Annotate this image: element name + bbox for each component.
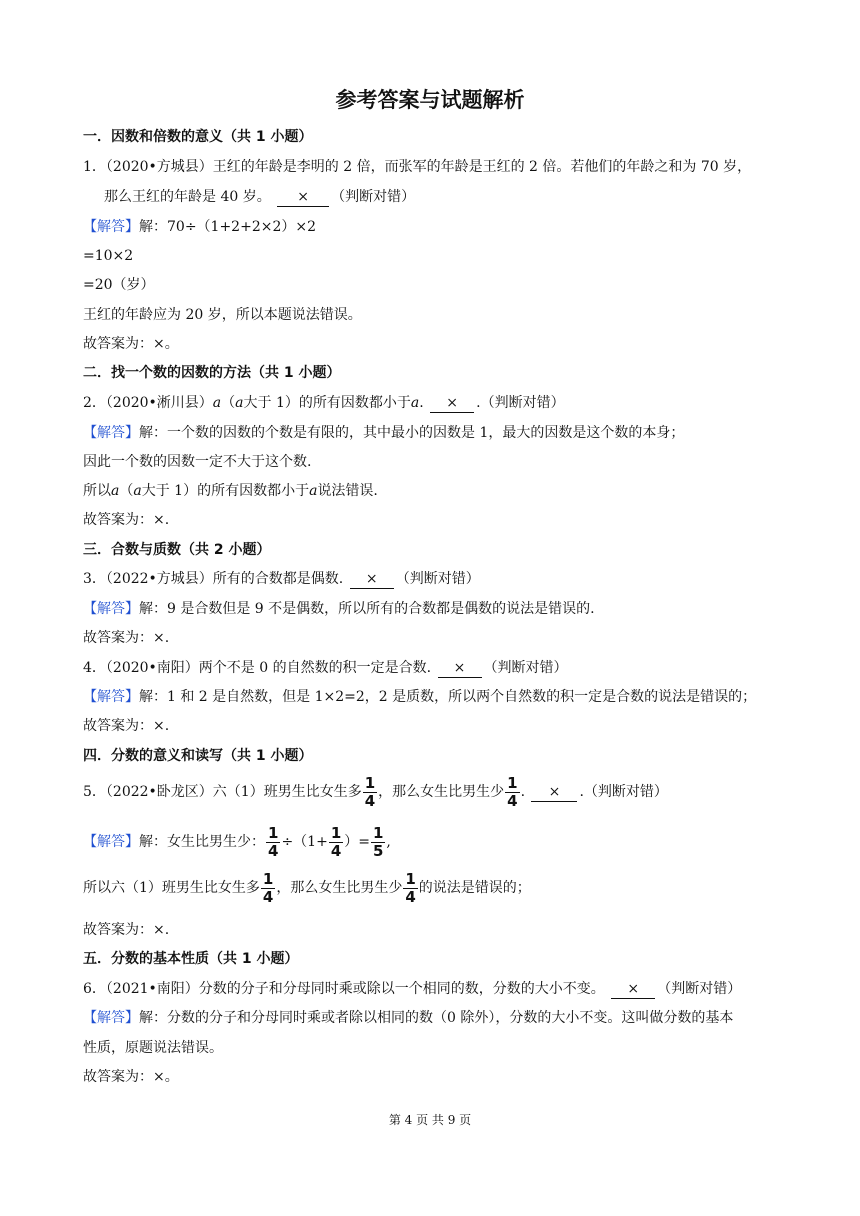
q4-stem-tail: （判断对错） <box>483 660 568 676</box>
q6-stem <box>83 979 741 999</box>
q6-solution-text: 解：分数的分子和分母同时乘或者除以相同的数（0 除外），分数的大小不变。这叫做分数的基本 <box>139 1010 734 1026</box>
fraction-denominator: 4 <box>330 841 342 860</box>
q6-stem-text: 6．（2021•南阳）分数的分子和分母同时乘或除以一个相同的数，分数的大小不变。 <box>83 981 605 997</box>
q1-solution-line4: 王红的年龄应为 20 岁，所以本题说法错误。 <box>83 307 362 323</box>
q3-stem-tail: （判断对错） <box>395 571 480 587</box>
q5-stem-part-c: . <box>520 784 526 800</box>
page-footer: 第 4 页 共 9 页 <box>388 1113 472 1127</box>
fraction-one-quarter <box>505 775 519 810</box>
fraction-numerator: 1 <box>262 869 274 888</box>
q2-var: a <box>212 395 222 411</box>
q5-sol2-part-c: 的说法是错误的； <box>418 880 531 896</box>
q5-stem <box>83 772 668 812</box>
q1-solution-line5: 故答案为：×。 <box>83 336 179 352</box>
q2-solution-line2: 因此一个数的因数一定不大于这个数. <box>83 454 312 470</box>
q2-stem-part-b: （ <box>221 395 236 411</box>
q2-sol-part-d: 说法错误. <box>317 483 378 499</box>
q5-stem-part-b: ，那么女生比男生少 <box>378 784 505 800</box>
q1-solution-line2: =10×2 <box>83 248 134 264</box>
fraction-one-fifth <box>371 825 385 860</box>
q4-stem <box>83 658 568 678</box>
q3-stem-text: 3．（2022•方城县）所有的合数都是偶数. <box>83 571 344 587</box>
q3-solution-line2: 故答案为：×. <box>83 630 170 646</box>
q5-sol2-part-b: ，那么女生比男生少 <box>276 880 403 896</box>
q5-sol2-part-a: 所以六（1）班男生比女生多 <box>83 880 260 896</box>
fraction-denominator: 4 <box>405 887 416 906</box>
fraction-one-quarter <box>329 825 343 860</box>
fraction-one-quarter <box>266 825 280 860</box>
section-heading-2: 二．找一个数的因数的方法（共 1 小题） <box>83 365 341 381</box>
fraction-denominator: 4 <box>507 791 518 810</box>
q1-solution-line1 <box>83 217 316 237</box>
fraction-denominator: 5 <box>372 841 384 860</box>
fraction-one-quarter <box>363 775 377 810</box>
q2-sol-var: a <box>133 483 142 499</box>
q2-solution-text: 解：一个数的因数的个数是有限的，其中最小的因数是 1，最大的因数是这个数的本身； <box>139 425 685 441</box>
q6-solution-line1 <box>83 1008 733 1028</box>
q5-sol-part-a: 解：女生比男生少： <box>139 834 265 850</box>
q4-answer-tag: 【解答】 <box>83 689 139 705</box>
q3-answer-blank: × <box>350 570 394 589</box>
q1-solution-text: 解：70÷（1+2+2×2）×2 <box>139 219 317 235</box>
q5-solution-line1 <box>83 822 391 862</box>
q1-stem-text: 那么王红的年龄是 40 岁。 <box>104 189 271 205</box>
q5-sol-part-c: ）= <box>344 834 370 850</box>
q4-answer-blank: × <box>438 659 482 678</box>
q6-stem-tail: （判断对错） <box>657 981 742 997</box>
q3-stem <box>83 569 480 589</box>
q1-stem-line1: 1．（2020•方城县）王红的年龄是李明的 2 倍，而张军的年龄是王红的 2 倍。若他们的年龄之和为 70 岁， <box>83 159 752 175</box>
q2-var: a <box>410 395 420 411</box>
q5-solution-line2 <box>83 868 531 908</box>
q5-stem-part-a: 5．（2022•卧龙区）六（1）班男生比女生多 <box>83 784 362 800</box>
q5-stem-tail: .（判断对错） <box>579 784 668 800</box>
q2-sol-var: a <box>309 483 318 499</box>
q2-answer-tag: 【解答】 <box>83 425 139 441</box>
fraction-one-quarter <box>261 871 275 906</box>
q4-stem-text: 4．（2020•南阳）两个不是 0 的自然数的积一定是合数. <box>83 660 432 676</box>
q2-solution-line4: 故答案为：×. <box>83 512 170 528</box>
q3-solution-text: 解：9 是合数但是 9 不是偶数，所以所有的合数都是偶数的说法是错误的. <box>139 601 595 617</box>
q6-solution-line2: 性质，原题说法错误。 <box>83 1040 223 1056</box>
q3-solution-line1 <box>83 599 595 619</box>
fraction-one-quarter <box>403 871 417 906</box>
q1-answer-blank: × <box>277 188 329 207</box>
q2-sol-var: a <box>111 483 120 499</box>
fraction-denominator: 4 <box>268 841 279 860</box>
q2-sol-part-b: （ <box>119 483 134 499</box>
q4-solution-line1 <box>83 687 756 707</box>
fraction-numerator: 1 <box>364 773 376 792</box>
fraction-denominator: 4 <box>364 791 376 810</box>
section-heading-5: 五．分数的基本性质（共 1 小题） <box>83 951 299 967</box>
q5-sol-part-b: ÷（1+ <box>281 834 328 850</box>
q2-stem-part-c: 大于 1）的所有因数都小于 <box>243 395 411 411</box>
q2-stem-part-a: 2．（2020•淅川县） <box>83 395 213 411</box>
q2-sol-part-a: 所以 <box>83 483 111 499</box>
q1-stem-line2 <box>104 187 415 207</box>
q2-var: a <box>235 395 244 411</box>
q2-answer-blank: × <box>430 394 474 413</box>
q6-answer-tag: 【解答】 <box>83 1010 139 1026</box>
fraction-numerator: 1 <box>268 823 279 842</box>
q2-solution-line3 <box>83 481 378 501</box>
q2-stem-tail: .（判断对错） <box>476 395 565 411</box>
q1-answer-tag: 【解答】 <box>83 219 139 235</box>
q2-sol-part-c: 大于 1）的所有因数都小于 <box>141 483 310 499</box>
q5-answer-tag: 【解答】 <box>83 834 139 850</box>
q3-answer-tag: 【解答】 <box>83 601 139 617</box>
section-heading-3: 三．合数与质数（共 2 小题） <box>83 542 271 558</box>
q2-solution-line1 <box>83 423 684 443</box>
fraction-numerator: 1 <box>405 869 416 888</box>
section-heading-1: 一．因数和倍数的意义（共 1 小题） <box>83 129 313 145</box>
q4-solution-line2: 故答案为：×. <box>83 718 170 734</box>
section-heading-4: 四．分数的意义和读写（共 1 小题） <box>83 748 313 764</box>
q6-solution-line3: 故答案为：×。 <box>83 1069 179 1085</box>
q5-sol-part-d: , <box>386 834 391 850</box>
fraction-numerator: 1 <box>372 823 384 842</box>
q1-stem-tail: （判断对错） <box>331 189 416 205</box>
fraction-denominator: 4 <box>262 887 274 906</box>
q1-solution-line3: =20（岁） <box>83 277 155 293</box>
q6-answer-blank: × <box>611 980 655 999</box>
fraction-numerator: 1 <box>330 823 342 842</box>
q4-solution-text: 解：1 和 2 是自然数，但是 1×2=2，2 是质数，所以两个自然数的积一定是合数的说法是错误的； <box>139 689 757 705</box>
fraction-numerator: 1 <box>507 773 518 792</box>
q2-stem <box>83 393 565 413</box>
q5-solution-line3: 故答案为：×. <box>83 922 170 938</box>
page-title: 参考答案与试题解析 <box>335 88 525 112</box>
q2-stem-part-d: . <box>419 395 424 411</box>
q5-answer-blank: × <box>531 783 577 802</box>
